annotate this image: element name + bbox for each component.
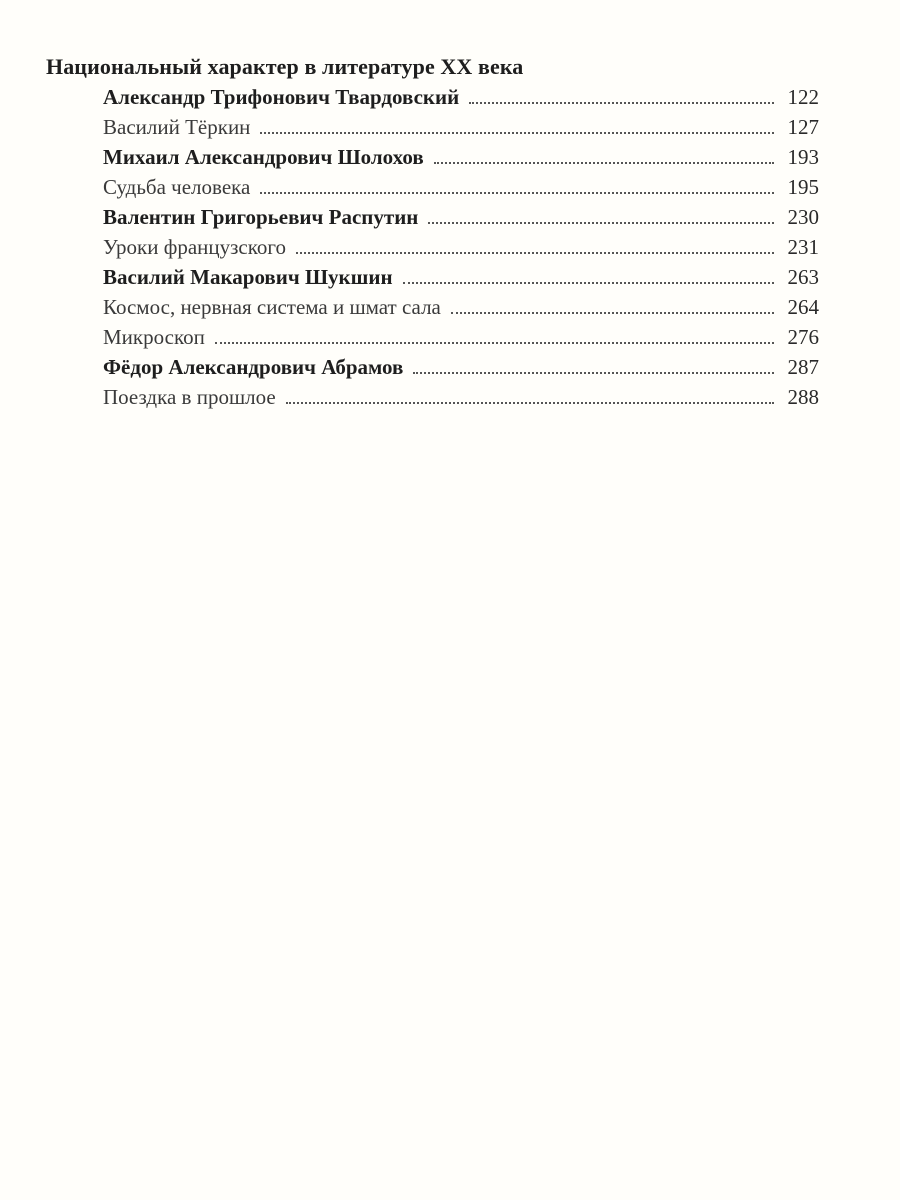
toc-entry-work[interactable] xyxy=(103,112,819,142)
toc-entry-title: Космос, нервная система и шмат сала xyxy=(103,295,441,319)
toc-entry-author[interactable] xyxy=(103,262,819,292)
toc-entry-title: Фёдор Александрович Абрамов xyxy=(103,355,404,379)
toc-entry-page-number: 263 xyxy=(787,265,819,289)
toc-entry-title: Василий Тёркин xyxy=(103,115,251,139)
toc-entry-title: Василий Макарович Шукшин xyxy=(103,265,393,289)
toc-entry-page-number: 122 xyxy=(787,85,819,109)
toc-entry-author[interactable] xyxy=(103,82,819,112)
section-heading: Национальный характер в литературе XX века xyxy=(46,54,524,79)
dot-leader xyxy=(286,402,774,404)
toc-entry-title: Поездка в прошлое xyxy=(103,385,276,409)
toc-entry-page-number: 264 xyxy=(787,295,819,319)
toc-entry-author[interactable] xyxy=(103,352,819,382)
dot-leader xyxy=(413,372,773,374)
toc-entry-work[interactable] xyxy=(103,322,819,352)
toc-entry-author[interactable] xyxy=(103,142,819,172)
toc-entry-title: Михаил Александрович Шолохов xyxy=(103,145,424,169)
dot-leader xyxy=(434,162,774,164)
toc-entry-page-number: 276 xyxy=(787,325,819,349)
dot-leader xyxy=(260,192,773,194)
dot-leader xyxy=(451,312,774,314)
toc-entry-work[interactable] xyxy=(103,382,819,412)
toc-entry-page-number: 195 xyxy=(787,175,819,199)
toc-entry-page-number: 193 xyxy=(787,145,819,169)
dot-leader xyxy=(296,252,774,254)
toc-entry-page-number: 287 xyxy=(787,355,819,379)
toc-entry-work[interactable] xyxy=(103,292,819,322)
toc-entry-title: Уроки французского xyxy=(103,235,286,259)
toc-entry-title: Микроскоп xyxy=(103,325,205,349)
toc-entry-title: Судьба человека xyxy=(103,175,251,199)
dot-leader xyxy=(215,342,774,344)
dot-leader xyxy=(403,282,774,284)
toc-entry-page-number: 288 xyxy=(787,385,819,409)
toc-entry-author[interactable] xyxy=(103,202,819,232)
toc-entry-page-number: 127 xyxy=(787,115,819,139)
toc-entry-title: Александр Трифонович Твардовский xyxy=(103,85,460,109)
toc-entry-page-number: 231 xyxy=(787,235,819,259)
toc-entry-page-number: 230 xyxy=(787,205,819,229)
dot-leader xyxy=(260,132,773,134)
toc-entry-work[interactable] xyxy=(103,232,819,262)
dot-leader xyxy=(469,102,773,104)
table-of-contents xyxy=(103,82,819,412)
dot-leader xyxy=(428,222,773,224)
toc-entry-work[interactable] xyxy=(103,172,819,202)
toc-entry-title: Валентин Григорьевич Распутин xyxy=(103,205,419,229)
